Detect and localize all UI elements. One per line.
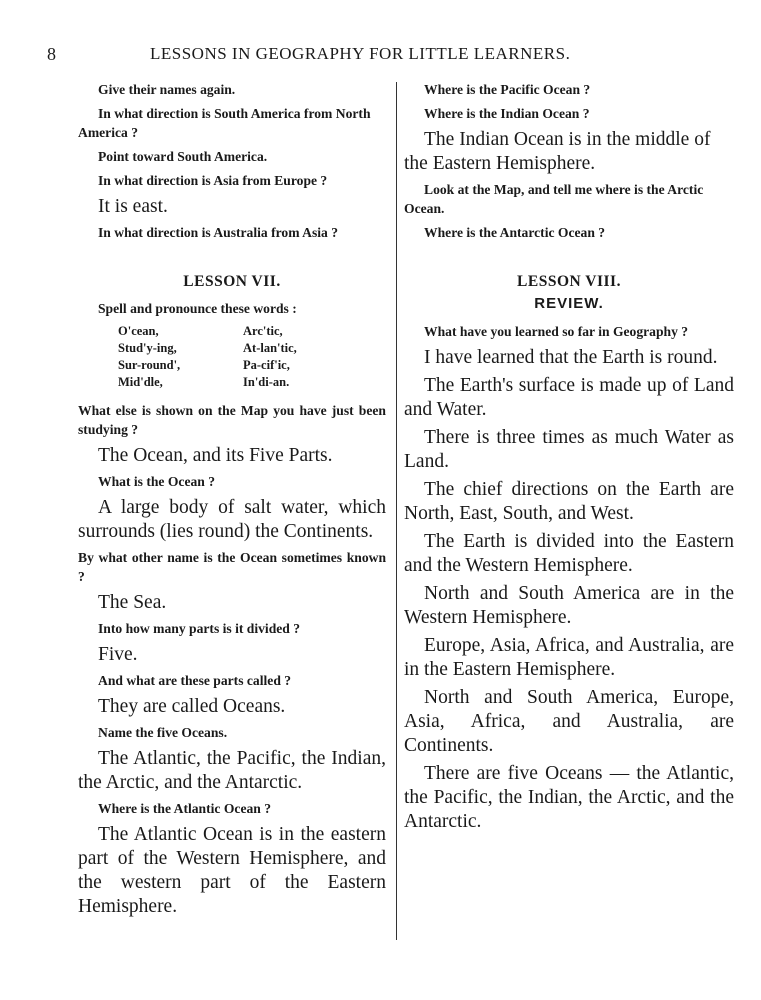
left-column — [78, 80, 386, 923]
answer: North and South America, Europe, Asia, Africa, and Australia, are Continents. — [404, 687, 734, 756]
lesson-subheading: REVIEW. — [534, 295, 604, 312]
question: Look at the Map, and tell me where is the Arctic Ocean. — [404, 182, 704, 216]
running-title: LESSONS IN GEOGRAPHY FOR LITTLE LEARNERS. — [150, 44, 571, 63]
answer: It is east. — [98, 196, 168, 217]
question: What else is shown on the Map you have just been studying ? — [78, 403, 386, 437]
spelling-word: O'cean, — [118, 324, 159, 338]
question: Where is the Pacific Ocean ? — [424, 82, 591, 97]
answer: The Atlantic, the Pacific, the Indian, the Arctic, and the Antarctic. — [78, 748, 386, 793]
answer: A large body of salt water, which surrounds (lies round) the Continents. — [78, 497, 386, 542]
page-number: 8 — [47, 44, 56, 64]
question: By what other name is the Ocean sometimes known ? — [78, 550, 386, 584]
spelling-word: Stud'y-ing, — [118, 341, 177, 355]
answer: The Earth is divided into the Eastern and the Western Hemisphere. — [404, 531, 734, 576]
question: Where is the Indian Ocean ? — [424, 106, 590, 121]
question: In what direction is Asia from Europe ? — [98, 173, 328, 188]
answer: There are five Oceans — the Atlantic, the Pacific, the Indian, the Arctic, and the Antarctic. — [404, 763, 734, 832]
question: Give their names again. — [98, 82, 236, 97]
question: And what are these parts called ? — [98, 673, 292, 688]
answer: Five. — [98, 644, 138, 665]
answer: North and South America are in the Western Hemisphere. — [404, 583, 734, 628]
answer: The Sea. — [98, 592, 167, 613]
column-divider — [396, 82, 397, 940]
spelling-word-list — [118, 323, 358, 391]
answer: Europe, Asia, Africa, and Australia, are in the Eastern Hemisphere. — [404, 635, 734, 680]
answer: There is three times as much Water as Land. — [404, 427, 734, 472]
question: Name the five Oceans. — [98, 725, 228, 740]
spell-prompt: Spell and pronounce these words : — [98, 301, 297, 316]
answer: I have learned that the Earth is round. — [424, 347, 718, 368]
question: What is the Ocean ? — [98, 474, 216, 489]
answer: The Ocean, and its Five Parts. — [98, 445, 333, 466]
spelling-word: In'di-an. — [243, 375, 290, 389]
spelling-word: At-lan'tic, — [243, 341, 297, 355]
question: Point toward South America. — [98, 149, 268, 164]
question: In what direction is South America from North America ? — [78, 106, 371, 140]
question: Into how many parts is it divided ? — [98, 621, 301, 636]
answer: They are called Oceans. — [98, 696, 286, 717]
answer: The Indian Ocean is in the middle of the Eastern Hemisphere. — [404, 129, 711, 174]
spelling-word: Pa-cif'ic, — [243, 358, 290, 372]
question: In what direction is Australia from Asia ? — [98, 225, 339, 240]
question: What have you learned so far in Geography ? — [424, 324, 689, 339]
spelling-word: Sur-round', — [118, 358, 181, 372]
lesson-heading: LESSON VII. — [183, 273, 281, 290]
spelling-word: Arc'tic, — [243, 324, 283, 338]
question: Where is the Antarctic Ocean ? — [424, 225, 606, 240]
answer: The chief directions on the Earth are North, East, South, and West. — [404, 479, 734, 524]
lesson-heading: LESSON VIII. — [517, 273, 621, 290]
answer: The Earth's surface is made up of Land and Water. — [404, 375, 734, 420]
spelling-word: Mid'dle, — [118, 375, 163, 389]
right-column — [404, 80, 734, 838]
question: Where is the Atlantic Ocean ? — [98, 801, 272, 816]
answer: The Atlantic Ocean is in the eastern part of the Western Hemisphere, and the western part of the Eastern Hemisphere. — [78, 824, 386, 917]
